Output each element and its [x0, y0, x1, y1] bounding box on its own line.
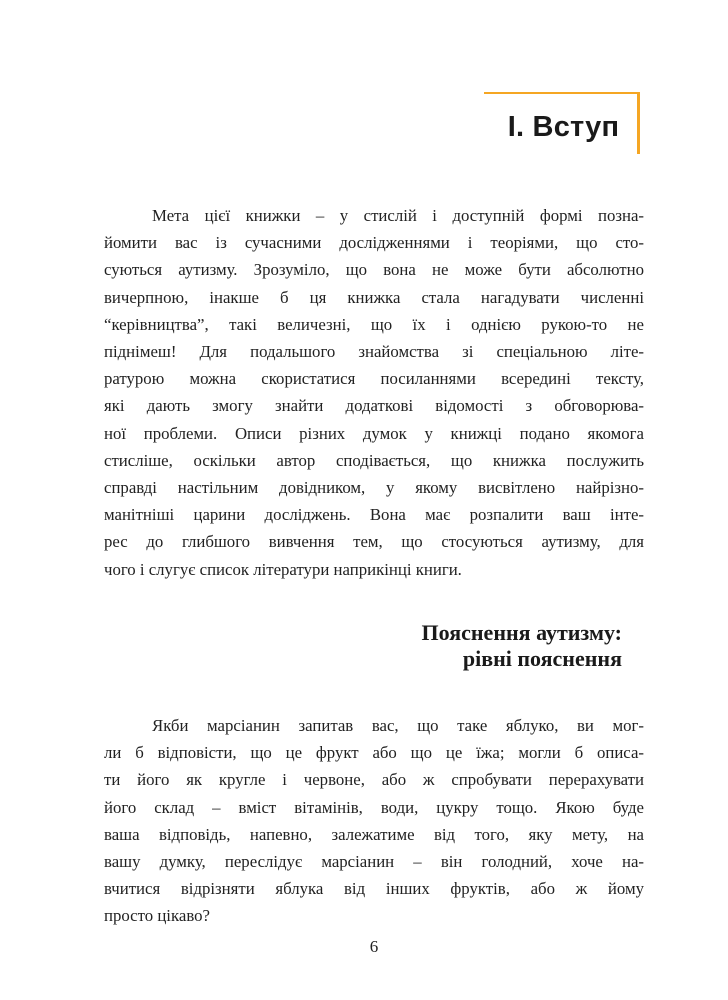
page-number: 6: [369, 937, 379, 956]
text-line: вичерпною, інакше б ця книжка стала нагадувати численні: [104, 287, 644, 307]
intro-paragraph: [104, 202, 644, 583]
text-line: ти його як кругле і червоне, або ж спробувати перерахувати: [104, 770, 644, 790]
text-line: суються аутизму. Зрозуміло, що вона не може бути абсолютно: [104, 260, 644, 280]
text-line: ваша відповідь, напевно, залежатиме від того, яку мету, на: [104, 824, 644, 844]
text-line: чого і слугує список літератури наприкінці книги.: [104, 559, 462, 579]
text-line: просто цікаво?: [104, 906, 210, 926]
text-line: йомити вас із сучасними дослідженнями і теоріями, що сто-: [104, 233, 644, 253]
section-heading-line: рівні пояснення: [462, 646, 622, 671]
text-line: рес до глибшого вивчення тем, що стосуються аутизму, для: [104, 532, 644, 552]
text-line: ної проблеми. Описи різних думок у книжці подано якомога: [104, 423, 644, 443]
second-paragraph: [104, 712, 644, 930]
chapter-title: I. Вступ: [507, 110, 620, 143]
text-line: вчитися відрізняти яблука від інших фруктів, або ж йому: [104, 879, 644, 899]
text-line: його склад – вміст вітамінів, води, цукру тощо. Якою буде: [104, 797, 644, 817]
text-line: які дають змогу знайти додаткові відомості з обговорюва-: [104, 396, 644, 416]
text-line: “керівництва”, такі величезні, що їх і однією рукою-то не: [104, 314, 644, 334]
text-line: справді настільним довідником, у якому висвітлено найрізно-: [104, 478, 644, 498]
text-line: манітніші царини досліджень. Вона має розпалити ваш інте-: [104, 505, 644, 525]
text-line: стисліше, оскільки автор сподівається, що книжка послужить: [104, 450, 644, 470]
text-line: Якби марсіанин запитав вас, що таке яблуко, ви мог-: [152, 716, 644, 735]
text-line: ратурою можна скористатися посиланнями всередині тексту,: [104, 369, 644, 389]
section-heading: [422, 620, 622, 672]
text-line: вашу думку, переслідує марсіанин – він голодний, хоче на-: [104, 852, 644, 872]
text-line: Мета цієї книжки – у стислій і доступній формі позна-: [152, 206, 644, 225]
text-line: піднімеш! Для подальшого знайомства зі спеціальною літе-: [104, 342, 644, 362]
section-heading-line: Пояснення аутизму:: [421, 620, 622, 645]
chapter-heading-box: [484, 92, 640, 154]
text-line: ли б відповісти, що це фрукт або що це їжа; могли б описа-: [104, 743, 644, 763]
